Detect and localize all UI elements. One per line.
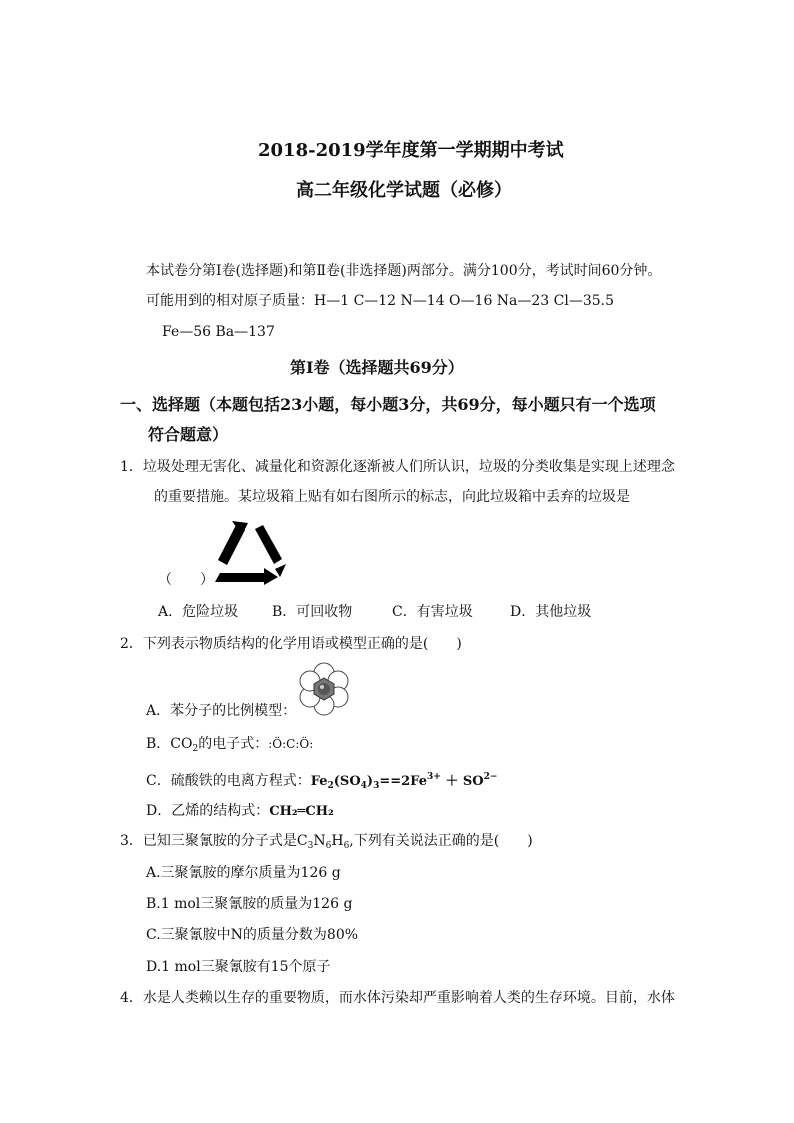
formula-part: ): [366, 774, 374, 789]
q3-text: H: [331, 833, 344, 849]
atomic-mass-label: 可能用到的相对原子质量：: [146, 293, 314, 309]
question-1-option-d: D．其他垃圾: [510, 604, 592, 620]
section1-heading-line1: 一、选择题（本题包括23小题，每小题3分，共69分，每小题只有一个选项: [120, 395, 656, 414]
section1-heading-line2: 符合题意）: [148, 425, 229, 444]
formula-part: ==2Fe: [379, 774, 427, 789]
q3-sub: 3: [307, 841, 314, 851]
question-2-option-d: [146, 802, 334, 821]
exam-subtitle: 高二年级化学试题（必修）: [296, 180, 512, 201]
q3-sub: 6: [343, 841, 350, 851]
q3-text: ,下列有关说法正确的是( ): [349, 833, 533, 849]
formula-part: (SO: [333, 774, 361, 789]
q3-sub: 6: [325, 841, 332, 851]
intro-line: 本试卷分第Ⅰ卷(选择题)和第Ⅱ卷(非选择题)两部分。满分100分，考试时间60分钟。: [146, 263, 662, 279]
formula-sub: 2: [327, 781, 334, 791]
question-3-line1: [120, 832, 533, 855]
co2-electron-formula: :Ö:C:Ö:: [268, 737, 314, 751]
question-1-option-c: C．有害垃圾: [392, 604, 473, 620]
question-1-line1: 1．垃圾处理无害化、减量化和资源化逐渐被人们所认识，垃圾的分类收集是实现上述理念: [120, 459, 675, 475]
question-2-option-c: [146, 768, 497, 795]
question-3-option-b: B.1 mol三聚氰胺的质量为126 g: [146, 896, 353, 912]
question-3-option-a: A.三聚氰胺的摩尔质量为126 g: [146, 865, 341, 881]
part1-heading: 第Ⅰ卷（选择题共69分）: [290, 358, 464, 377]
option-c-text: C．硫酸铁的电离方程式：: [146, 773, 311, 789]
question-3-option-c: C.三聚氰胺中N的质量分数为80%: [146, 927, 359, 943]
formula-sup: 3+: [426, 772, 441, 782]
option-b-suffix: 的电子式：: [198, 736, 269, 752]
q3-text: 3．已知三聚氰胺的分子式是C: [120, 833, 308, 849]
formula-sub: 4: [360, 781, 367, 791]
question-4-line1: 4．水是人类赖以生存的重要物质，而水体污染却严重影响着人类的生存环境。目前，水体: [120, 990, 675, 1006]
atomic-mass-values: H—1 C—12 N—14 O—16 Na—23 Cl—35.5: [314, 293, 615, 309]
question-1-line2: 的重要措施。某垃圾箱上贴有如右图所示的标志，向此垃圾箱中丢弃的垃圾是: [154, 489, 630, 505]
option-d-text: D．乙烯的结构式：: [146, 803, 270, 819]
atomic-mass-line-1: [146, 292, 614, 310]
benzene-model-icon: [297, 662, 351, 716]
question-1-option-b: B．可回收物: [272, 604, 353, 620]
question-3-option-d: D.1 mol三聚氰胺有15个原子: [146, 959, 331, 975]
formula-sub: 3: [373, 781, 380, 791]
option-b-text: B．CO: [146, 736, 193, 752]
formula-part: ＋ SO: [445, 774, 484, 789]
option-b-subscript: 2: [192, 744, 199, 754]
question-2-option-b: [146, 735, 313, 758]
formula-part: Fe: [310, 774, 328, 789]
question-2-option-a: A．苯分子的比例模型：: [146, 703, 297, 719]
recycle-triangle-icon: [212, 519, 288, 585]
formula-sup: 2−: [483, 772, 498, 782]
exam-title: 2018-2019学年度第一学期期中考试: [258, 140, 564, 161]
question-1-answer-blank: （ ）: [158, 572, 214, 588]
atomic-mass-line-2: Fe—56 Ba—137: [162, 324, 275, 340]
ethylene-formula: CH₂═CH₂: [269, 804, 334, 819]
ferric-sulfate-equation: [311, 774, 498, 789]
question-1-option-a: A．危险垃圾: [158, 604, 239, 620]
q3-text: N: [313, 833, 326, 849]
question-2-line1: 2．下列表示物质结构的化学用语或模型正确的是( ): [120, 636, 462, 652]
